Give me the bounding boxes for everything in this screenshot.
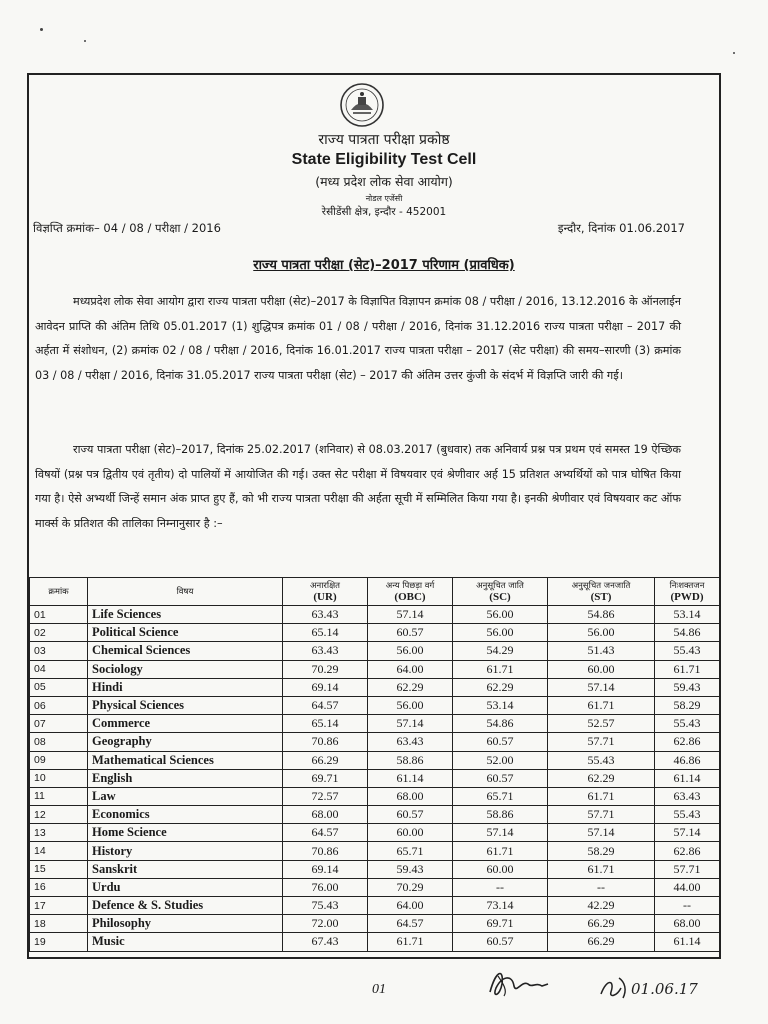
cell-sc: 54.86 bbox=[453, 715, 548, 733]
cell-obc: 60.57 bbox=[368, 806, 453, 824]
header-pwd: निःशक्तजन (PWD) bbox=[655, 578, 720, 606]
cell-ur: 65.14 bbox=[283, 715, 368, 733]
cell-st: 52.57 bbox=[548, 715, 655, 733]
header-obc: अन्य पिछड़ा वर्ग (OBC) bbox=[368, 578, 453, 606]
cell-obc: 60.57 bbox=[368, 624, 453, 642]
cell-sr: 06 bbox=[30, 696, 88, 714]
cell-ur: 64.57 bbox=[283, 696, 368, 714]
cell-pwd: 63.43 bbox=[655, 787, 720, 805]
cell-obc: 62.29 bbox=[368, 678, 453, 696]
cell-ur: 69.14 bbox=[283, 860, 368, 878]
cell-sc: 62.29 bbox=[453, 678, 548, 696]
cell-obc: 64.00 bbox=[368, 897, 453, 915]
cell-sr: 15 bbox=[30, 860, 88, 878]
cell-st: 58.29 bbox=[548, 842, 655, 860]
cell-pwd: 68.00 bbox=[655, 915, 720, 933]
cell-st: 51.43 bbox=[548, 642, 655, 660]
cell-sr: 13 bbox=[30, 824, 88, 842]
cell-obc: 61.14 bbox=[368, 769, 453, 787]
cell-subject: Political Science bbox=[88, 624, 283, 642]
org-name-hindi: राज्य पात्रता परीक्षा प्रकोष्ठ bbox=[318, 132, 450, 148]
cell-st: 57.14 bbox=[548, 824, 655, 842]
cell-subject: Music bbox=[88, 933, 283, 951]
cell-obc: 65.71 bbox=[368, 842, 453, 860]
cell-subject: Sanskrit bbox=[88, 860, 283, 878]
cell-sr: 09 bbox=[30, 751, 88, 769]
cell-sc: 69.71 bbox=[453, 915, 548, 933]
cell-sr: 11 bbox=[30, 787, 88, 805]
cell-sr: 17 bbox=[30, 897, 88, 915]
cell-sc: 60.00 bbox=[453, 860, 548, 878]
cell-sr: 16 bbox=[30, 878, 88, 896]
cell-subject: Law bbox=[88, 787, 283, 805]
cell-pwd: 59.43 bbox=[655, 678, 720, 696]
initials-signature bbox=[597, 968, 717, 1008]
cell-pwd: 44.00 bbox=[655, 878, 720, 896]
cell-pwd: 53.14 bbox=[655, 606, 720, 624]
cell-pwd: 61.14 bbox=[655, 933, 720, 951]
paragraph-2 bbox=[35, 438, 681, 536]
cell-subject: Hindi bbox=[88, 678, 283, 696]
cell-subject: Economics bbox=[88, 806, 283, 824]
cell-st: 57.71 bbox=[548, 806, 655, 824]
table-row bbox=[30, 660, 720, 678]
page-number: 01 bbox=[372, 982, 386, 997]
cell-st: -- bbox=[548, 878, 655, 896]
cell-sc: -- bbox=[453, 878, 548, 896]
cell-obc: 59.43 bbox=[368, 860, 453, 878]
cell-subject: English bbox=[88, 769, 283, 787]
cell-obc: 56.00 bbox=[368, 696, 453, 714]
table-row bbox=[30, 606, 720, 624]
cell-st: 57.14 bbox=[548, 678, 655, 696]
cell-sc: 61.71 bbox=[453, 660, 548, 678]
paragraph-1 bbox=[35, 290, 681, 388]
table-row bbox=[30, 842, 720, 860]
notice-number: विज्ञप्ति क्रमांक– 04 / 08 / परीक्षा / 2016 bbox=[33, 221, 221, 235]
table-row bbox=[30, 624, 720, 642]
signature-date: 01.06.17 bbox=[631, 980, 698, 998]
cell-sc: 61.71 bbox=[453, 842, 548, 860]
notice-title-text: राज्य पात्रता परीक्षा (सेट)–2017 परिणाम (प्रावधिक) bbox=[253, 258, 515, 273]
cell-obc: 64.00 bbox=[368, 660, 453, 678]
header-ur: अनारक्षित (UR) bbox=[283, 578, 368, 606]
cell-sc: 58.86 bbox=[453, 806, 548, 824]
cell-subject: Defence & S. Studies bbox=[88, 897, 283, 915]
table-row bbox=[30, 696, 720, 714]
mppsc-emblem-icon bbox=[339, 82, 385, 128]
cell-pwd: -- bbox=[655, 897, 720, 915]
cell-ur: 69.14 bbox=[283, 678, 368, 696]
cell-subject: Mathematical Sciences bbox=[88, 751, 283, 769]
cell-sc: 57.14 bbox=[453, 824, 548, 842]
cell-subject: Commerce bbox=[88, 715, 283, 733]
cell-sr: 05 bbox=[30, 678, 88, 696]
cell-ur: 70.29 bbox=[283, 660, 368, 678]
cell-pwd: 61.71 bbox=[655, 660, 720, 678]
cell-obc: 61.71 bbox=[368, 933, 453, 951]
cell-sr: 07 bbox=[30, 715, 88, 733]
cell-sc: 60.57 bbox=[453, 733, 548, 751]
cell-st: 57.71 bbox=[548, 733, 655, 751]
cell-st: 55.43 bbox=[548, 751, 655, 769]
table-header-row bbox=[30, 578, 720, 606]
cell-obc: 57.14 bbox=[368, 606, 453, 624]
table-row bbox=[30, 806, 720, 824]
scan-speck bbox=[733, 52, 735, 54]
header-sr: क्रमांक bbox=[30, 578, 88, 606]
cell-sc: 73.14 bbox=[453, 897, 548, 915]
scan-speck bbox=[84, 40, 86, 42]
cell-obc: 60.00 bbox=[368, 824, 453, 842]
cell-ur: 68.00 bbox=[283, 806, 368, 824]
nodal-agency: नोडल एजेंसी bbox=[365, 194, 403, 203]
cell-pwd: 61.14 bbox=[655, 769, 720, 787]
org-parent: (मध्य प्रदेश लोक सेवा आयोग) bbox=[315, 174, 453, 189]
table-row bbox=[30, 769, 720, 787]
cell-sr: 10 bbox=[30, 769, 88, 787]
cell-subject: History bbox=[88, 842, 283, 860]
cell-subject: Sociology bbox=[88, 660, 283, 678]
cell-sc: 52.00 bbox=[453, 751, 548, 769]
table-row bbox=[30, 678, 720, 696]
cell-sr: 02 bbox=[30, 624, 88, 642]
cell-obc: 64.57 bbox=[368, 915, 453, 933]
cell-sr: 18 bbox=[30, 915, 88, 933]
scan-speck bbox=[40, 28, 43, 31]
cell-st: 56.00 bbox=[548, 624, 655, 642]
cell-pwd: 57.71 bbox=[655, 860, 720, 878]
cell-st: 66.29 bbox=[548, 933, 655, 951]
header-sc: अनुसूचित जाति (SC) bbox=[453, 578, 548, 606]
table-row bbox=[30, 915, 720, 933]
cell-sr: 03 bbox=[30, 642, 88, 660]
cell-sc: 60.57 bbox=[453, 769, 548, 787]
cell-subject: Home Science bbox=[88, 824, 283, 842]
table-row bbox=[30, 715, 720, 733]
table-row bbox=[30, 787, 720, 805]
cell-sr: 12 bbox=[30, 806, 88, 824]
cell-ur: 65.14 bbox=[283, 624, 368, 642]
header-st: अनुसूचित जनजाति (ST) bbox=[548, 578, 655, 606]
cell-sr: 04 bbox=[30, 660, 88, 678]
cell-subject: Chemical Sciences bbox=[88, 642, 283, 660]
cell-ur: 72.57 bbox=[283, 787, 368, 805]
signature-image bbox=[482, 962, 554, 1002]
cell-sr: 01 bbox=[30, 606, 88, 624]
cell-obc: 68.00 bbox=[368, 787, 453, 805]
cell-st: 60.00 bbox=[548, 660, 655, 678]
cell-ur: 63.43 bbox=[283, 642, 368, 660]
cell-pwd: 58.29 bbox=[655, 696, 720, 714]
cell-sr: 19 bbox=[30, 933, 88, 951]
cell-sr: 14 bbox=[30, 842, 88, 860]
cell-obc: 63.43 bbox=[368, 733, 453, 751]
cell-st: 66.29 bbox=[548, 915, 655, 933]
table-body bbox=[30, 606, 720, 952]
paragraph-2-text: राज्य पात्रता परीक्षा (सेट)–2017, दिनांक 25.02.2017 (शनिवार) से 08.03.2017 (बुधवार) तक अनिवार्य प्रश्न पत्र प्रथम एवं समस्त 19 ऐच्छिक विषयों (प्रश्न पत्र द्वितीय एवं तृतीय) दो पालियों में आयोजित की गई। उक्त सेट परीक्षा में विषयवार एवं श्रेणीवार अर्ह 15 प्रतिशत अभ्यर्थियों को पात्र घोषित किया गया है। ऐसे अभ्यर्थी जिन्हें समान अंक प्राप्त हुए हैं, को भी राज्य पात्रता परीक्षा की अर्हता सूची में सम्मिलित किया गया है। इनकी श्रेणीवार एवं विषयवार कट ऑफ मार्क्स के प्रतिशत की तालिका निम्नानुसार है :– bbox=[35, 443, 681, 530]
cell-pwd: 62.86 bbox=[655, 733, 720, 751]
org-name-english: State Eligibility Test Cell bbox=[291, 151, 477, 168]
header-subject: विषय bbox=[88, 578, 283, 606]
cell-pwd: 54.86 bbox=[655, 624, 720, 642]
cell-st: 61.71 bbox=[548, 696, 655, 714]
cell-sc: 60.57 bbox=[453, 933, 548, 951]
table-row bbox=[30, 933, 720, 951]
cell-pwd: 57.14 bbox=[655, 824, 720, 842]
cell-sc: 54.29 bbox=[453, 642, 548, 660]
table-row bbox=[30, 897, 720, 915]
notice-title bbox=[0, 255, 768, 273]
cell-subject: Physical Sciences bbox=[88, 696, 283, 714]
table-row bbox=[30, 642, 720, 660]
cell-ur: 66.29 bbox=[283, 751, 368, 769]
cell-st: 62.29 bbox=[548, 769, 655, 787]
cell-ur: 76.00 bbox=[283, 878, 368, 896]
cell-pwd: 55.43 bbox=[655, 806, 720, 824]
cell-ur: 69.71 bbox=[283, 769, 368, 787]
cell-st: 61.71 bbox=[548, 860, 655, 878]
cutoff-table bbox=[29, 577, 720, 952]
table-row bbox=[30, 878, 720, 896]
cell-ur: 70.86 bbox=[283, 842, 368, 860]
cell-pwd: 62.86 bbox=[655, 842, 720, 860]
cell-pwd: 55.43 bbox=[655, 715, 720, 733]
cell-subject: Geography bbox=[88, 733, 283, 751]
cell-st: 42.29 bbox=[548, 897, 655, 915]
cell-ur: 75.43 bbox=[283, 897, 368, 915]
cell-subject: Life Sciences bbox=[88, 606, 283, 624]
table-row bbox=[30, 751, 720, 769]
cell-sc: 53.14 bbox=[453, 696, 548, 714]
table-row bbox=[30, 733, 720, 751]
cell-obc: 58.86 bbox=[368, 751, 453, 769]
cell-ur: 70.86 bbox=[283, 733, 368, 751]
org-address: रेसीडेंसी क्षेत्र, इन्दौर - 452001 bbox=[321, 206, 447, 218]
cell-sc: 65.71 bbox=[453, 787, 548, 805]
cell-ur: 63.43 bbox=[283, 606, 368, 624]
cell-sc: 56.00 bbox=[453, 624, 548, 642]
cell-sc: 56.00 bbox=[453, 606, 548, 624]
cell-obc: 70.29 bbox=[368, 878, 453, 896]
cell-pwd: 46.86 bbox=[655, 751, 720, 769]
cell-st: 54.86 bbox=[548, 606, 655, 624]
cell-sr: 08 bbox=[30, 733, 88, 751]
cell-obc: 57.14 bbox=[368, 715, 453, 733]
table-row bbox=[30, 860, 720, 878]
cell-ur: 67.43 bbox=[283, 933, 368, 951]
cell-ur: 64.57 bbox=[283, 824, 368, 842]
cell-obc: 56.00 bbox=[368, 642, 453, 660]
cell-pwd: 55.43 bbox=[655, 642, 720, 660]
paragraph-1-text: मध्यप्रदेश लोक सेवा आयोग द्वारा राज्य पात्रता परीक्षा (सेट)–2017 के विज्ञापित विज्ञापन क्रमांक 08 / परीक्षा / 2016, 13.12.2016 के ऑनलाईन आवेदन प्राप्ति की अंतिम तिथि 05.01.2017 (1) शुद्धिपत्र क्रमांक 01 / 08 / परीक्षा / 2016, दिनांक 31.12.2016 राज्य पात्रता परीक्षा – 2017 की अर्हता में संशोधन, (2) क्रमांक 02 / 08 / परीक्षा / 2016, दिनांक 16.01.2017 राज्य पात्रता परीक्षा – 2017 (सेट परीक्षा) की समय–सारणी (3) क्रमांक 03 / 08 / परीक्षा / 2016, दिनांक 31.05.2017 राज्य पात्रता परीक्षा (सेट) – 2017 की अंतिम उत्तर कुंजी के संदर्भ में विज्ञप्ति जारी की गई। bbox=[35, 295, 681, 382]
place-date: इन्दौर, दिनांक 01.06.2017 bbox=[557, 221, 685, 235]
table-row bbox=[30, 824, 720, 842]
cell-st: 61.71 bbox=[548, 787, 655, 805]
cell-subject: Philosophy bbox=[88, 915, 283, 933]
cell-subject: Urdu bbox=[88, 878, 283, 896]
cell-ur: 72.00 bbox=[283, 915, 368, 933]
